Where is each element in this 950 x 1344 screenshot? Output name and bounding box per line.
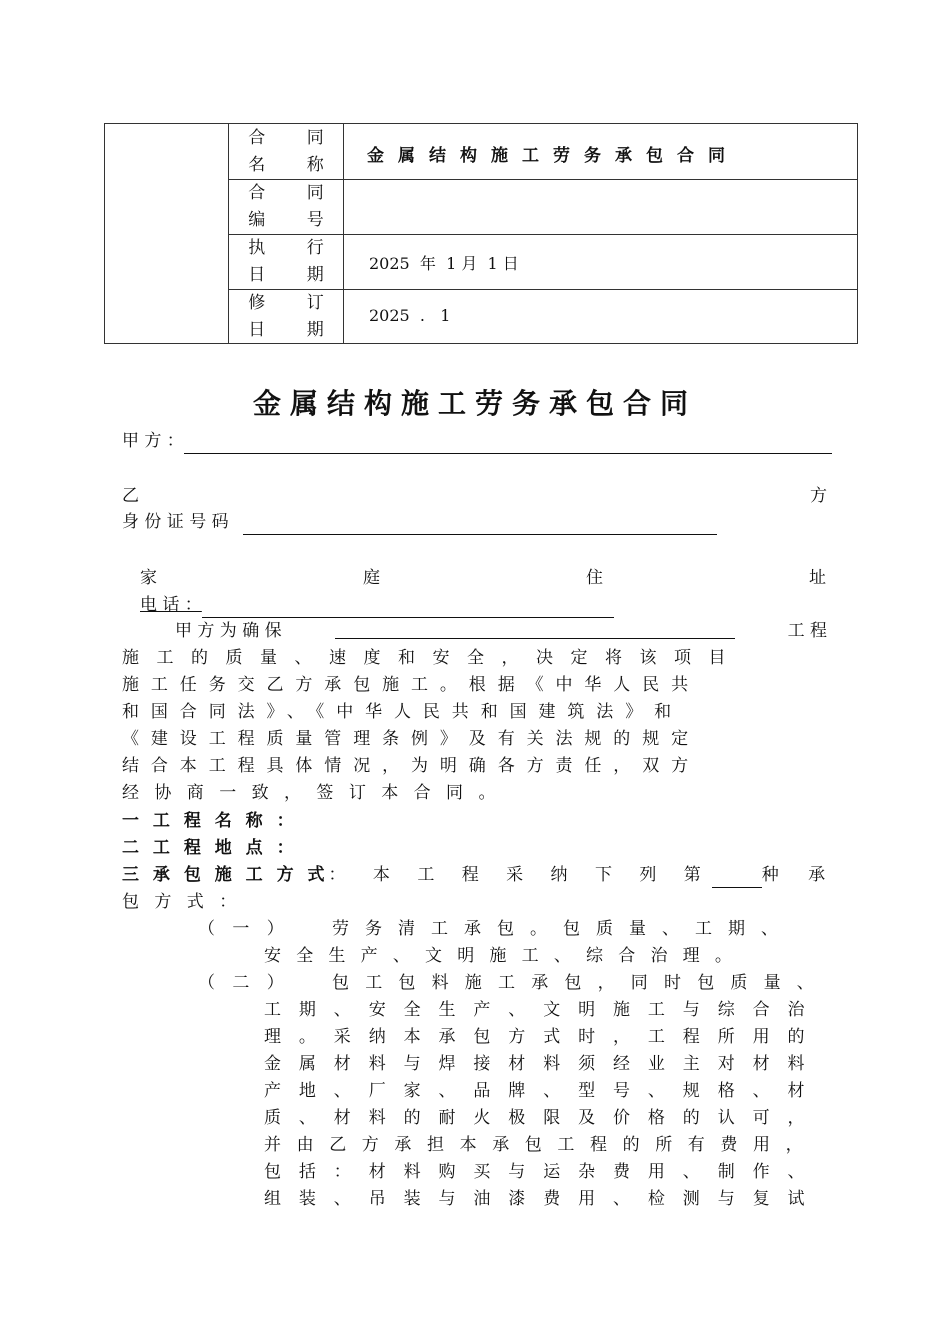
address-char: 址 [809,568,826,588]
address-char: 庭 [363,568,380,588]
party-b-line [122,483,827,509]
section-contract-method-cont: 包 方 式 ： [122,892,242,912]
item-2-line-6: 质、材料的耐火极限及价格的认可， [264,1108,823,1128]
effective-date-value: 2025 年 1 月 1 日 [369,254,519,273]
project-name-blank [335,618,735,639]
phone-blank [202,597,614,618]
effective-date-label: 执 行 日 期 [248,238,342,285]
item-2-line-8: 包括：材料购买与运杂费用、制作、 [264,1162,823,1182]
address-char: 家 [140,568,157,588]
item-1-line-1: 劳务清工承包。包质量、工期、 [332,919,794,939]
intro-line-5: 《建设工程质量管理条例》及有关法规的规定 [122,729,700,749]
method-choice-blank [712,867,762,888]
revision-date-label: 修 订 日 期 [248,293,342,340]
id-number-label: 身 份 证 号 码 [122,512,229,532]
intro-text: 甲 方 为 确 保 [175,621,282,641]
revision-date-value: 2025 . 1 [369,306,451,325]
intro-line-4: 和国合同法》、《中华人民共和国建筑法》和 [122,702,683,722]
party-b-label-left: 乙 [122,486,139,506]
item-2-line-5: 产地、厂家、品牌、型号、规格、材 [264,1081,823,1101]
party-a-line [122,428,832,454]
party-a-label: 甲 方 ： [122,431,184,451]
section-contract-method [122,862,837,888]
document-title: 金属结构施工劳务承包合同 [252,387,697,420]
item-2-line-2: 工期、安全生产、文明施工与综合治 [264,1000,823,1020]
item-1-line-2: 安 全 生 产 、 文 明 施 工 、 综 合 治 理 。 [264,946,737,966]
intro-line-6: 结合本工程具体情况，为明确各方责任，双方 [122,756,700,776]
contract-number-label: 合 同 编 号 [248,183,342,230]
home-address-line [140,565,826,591]
phone-line [140,592,614,618]
item-1-number: （ 一 ） [198,919,290,939]
item-2-number: （ 二 ） [198,973,290,993]
section-text: ： 本 工 程 采 纳 下 列 第 [328,865,712,885]
section-heading: 三 承 包 施 工 方 式 [122,865,329,885]
id-number-line [122,509,717,535]
item-2-line-9: 组装、吊装与油漆费用、检测与复试 [264,1189,823,1209]
contract-name-value: 金属结构施工劳务承包合同 [367,146,739,166]
intro-line-3: 施工任务交乙方承包施工。根据《中华人民共 [122,675,700,695]
intro-line-1 [175,618,827,644]
section-project-location: 二 工 程 地 点 ： [122,838,298,858]
section-project-name: 一 工 程 名 称 ： [122,811,298,831]
address-char: 住 [586,568,603,588]
phone-label: 电 话 ： [140,595,202,615]
item-2-line-7: 并由乙方承担本承包工程的所有费用， [264,1135,819,1155]
item-2-line-1: 包工包料施工承包，同时包质量、 [332,973,830,993]
item-2-line-4: 金属材料与焊接材料须经业主对材料 [264,1054,823,1074]
contract-info-table [104,123,858,344]
contract-name-label: 合 同 名 称 [248,128,342,175]
party-a-blank [184,433,832,454]
intro-line-7: 经 协 商 一 致 ， 签 订 本 合 同 。 [122,783,501,803]
intro-text: 工 程 [787,621,827,641]
intro-line-2: 施工的质量、速度和安全，决定将该项目 [122,648,743,668]
section-text: 种 承 [761,865,838,885]
id-number-blank [243,514,717,535]
item-2-line-3: 理。采纳本承包方式时，工程所用的 [264,1027,823,1047]
party-b-label-right: 方 [810,486,827,506]
